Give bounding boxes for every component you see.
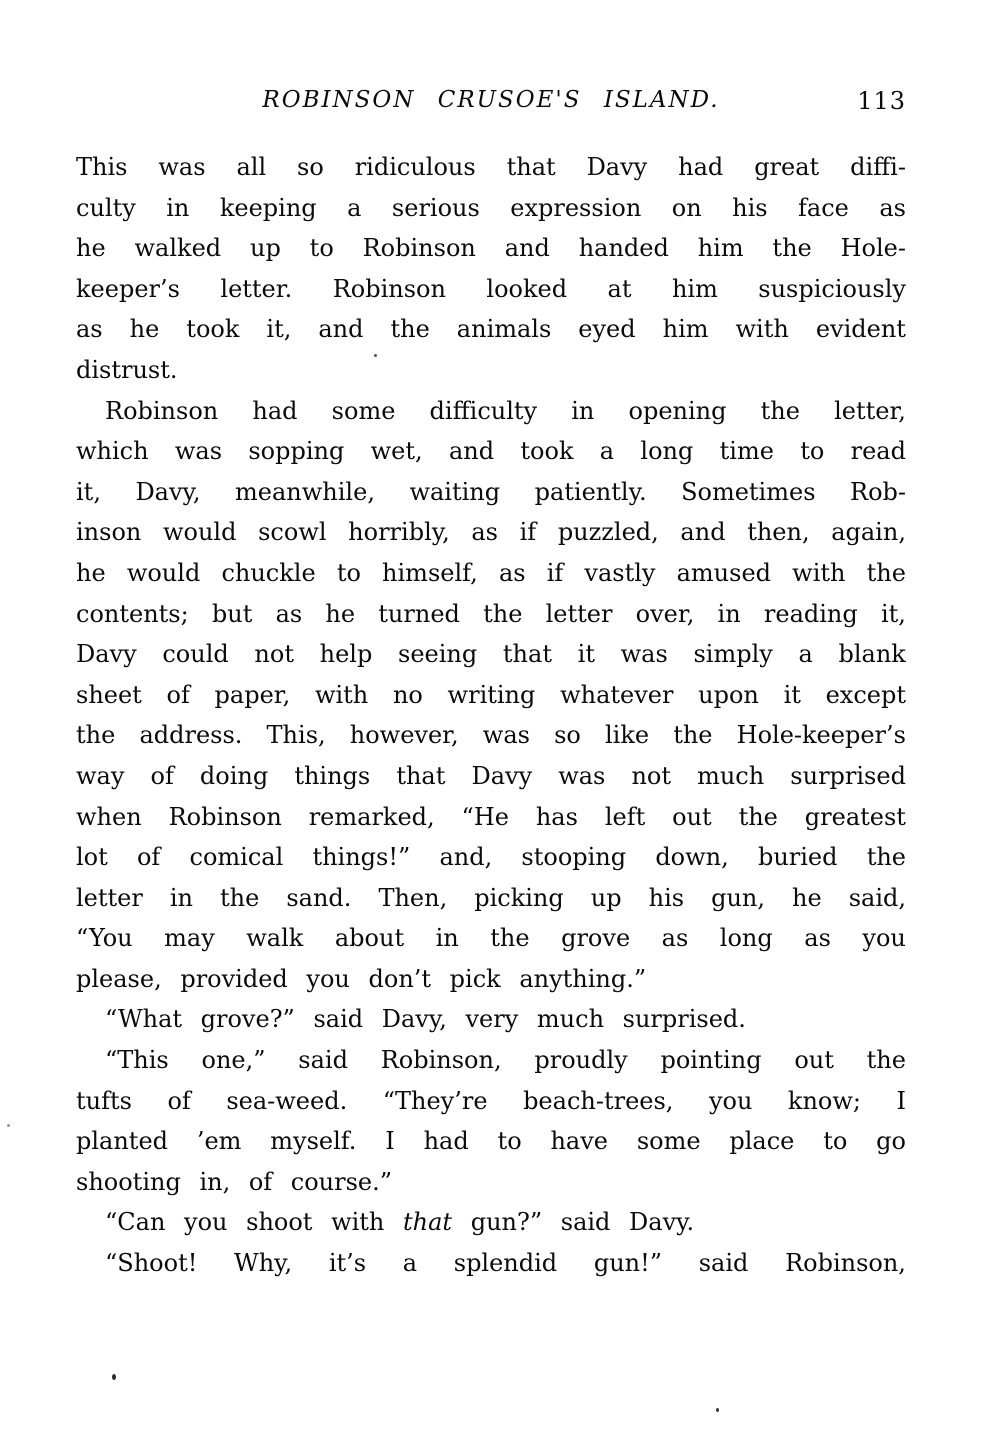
text-line: shooting in, of course.” [76,1167,393,1196]
text-line: planted ’em myself. I had to have some place to go [76,1127,906,1156]
text-line: “What grove?” said Davy, very much surprised. [105,1005,746,1034]
text-line: distrust. [76,355,178,384]
text-line: keeper’s letter. Robinson looked at him suspiciously [76,274,906,303]
text-line: way of doing things that Davy was not much surprised [76,761,906,790]
page-number: 113 [857,87,906,115]
scan-speck [716,1408,719,1412]
text-line: inson would scowl horribly, as if puzzled, and then, again, [76,518,906,547]
text-line: when Robinson remarked, “He has left out the greatest [76,802,906,831]
text-line: culty in keeping a serious expression on his face as [76,193,906,222]
text-line: tufts of sea-weed. “They’re beach-trees, you know; I [76,1086,906,1115]
chapter-title: ROBINSON CRUSOE'S ISLAND. [262,87,720,113]
text-line: which was sopping wet, and took a long time to read [76,437,906,466]
body-text [76,147,906,1284]
text-line: it, Davy, meanwhile, waiting patiently. Sometimes Rob- [76,477,906,506]
text-line: contents; but as he turned the letter over, in reading it, [76,599,906,628]
text-line: “This one,” said Robinson, proudly pointing out the [105,1046,906,1075]
scan-speck [7,1124,10,1127]
text-line: “Shoot! Why, it’s a splendid gun!” said Robinson, [105,1249,906,1278]
text-line: “You may walk about in the grove as long as you [76,924,906,953]
text-line: he walked up to Robinson and handed him the Hole- [76,234,906,263]
text-line: Davy could not help seeing that it was simply a blank [76,640,906,669]
text-line: Robinson had some difficulty in opening the letter, [105,396,906,425]
text-line: lot of comical things!” and, stooping down, buried the [76,843,906,872]
text-line: he would chuckle to himself, as if vastly amused with the [76,558,906,587]
running-header [76,87,906,117]
text-line: “Can you shoot with that gun?” said Davy. [105,1208,695,1237]
text-line: letter in the sand. Then, picking up his gun, he said, [76,883,906,912]
text-line: as he took it, and the animals eyed him with evident [76,315,906,344]
text-line: This was all so ridiculous that Davy had great diffi- [76,153,906,181]
text-line: sheet of paper, with no writing whatever upon it except [76,680,906,709]
text-line: the address. This, however, was so like the Hole-keeper’s [76,721,906,750]
text-line: please, provided you don’t pick anything.” [76,964,647,993]
scan-speck [112,1374,116,1380]
scan-speck [374,354,377,357]
